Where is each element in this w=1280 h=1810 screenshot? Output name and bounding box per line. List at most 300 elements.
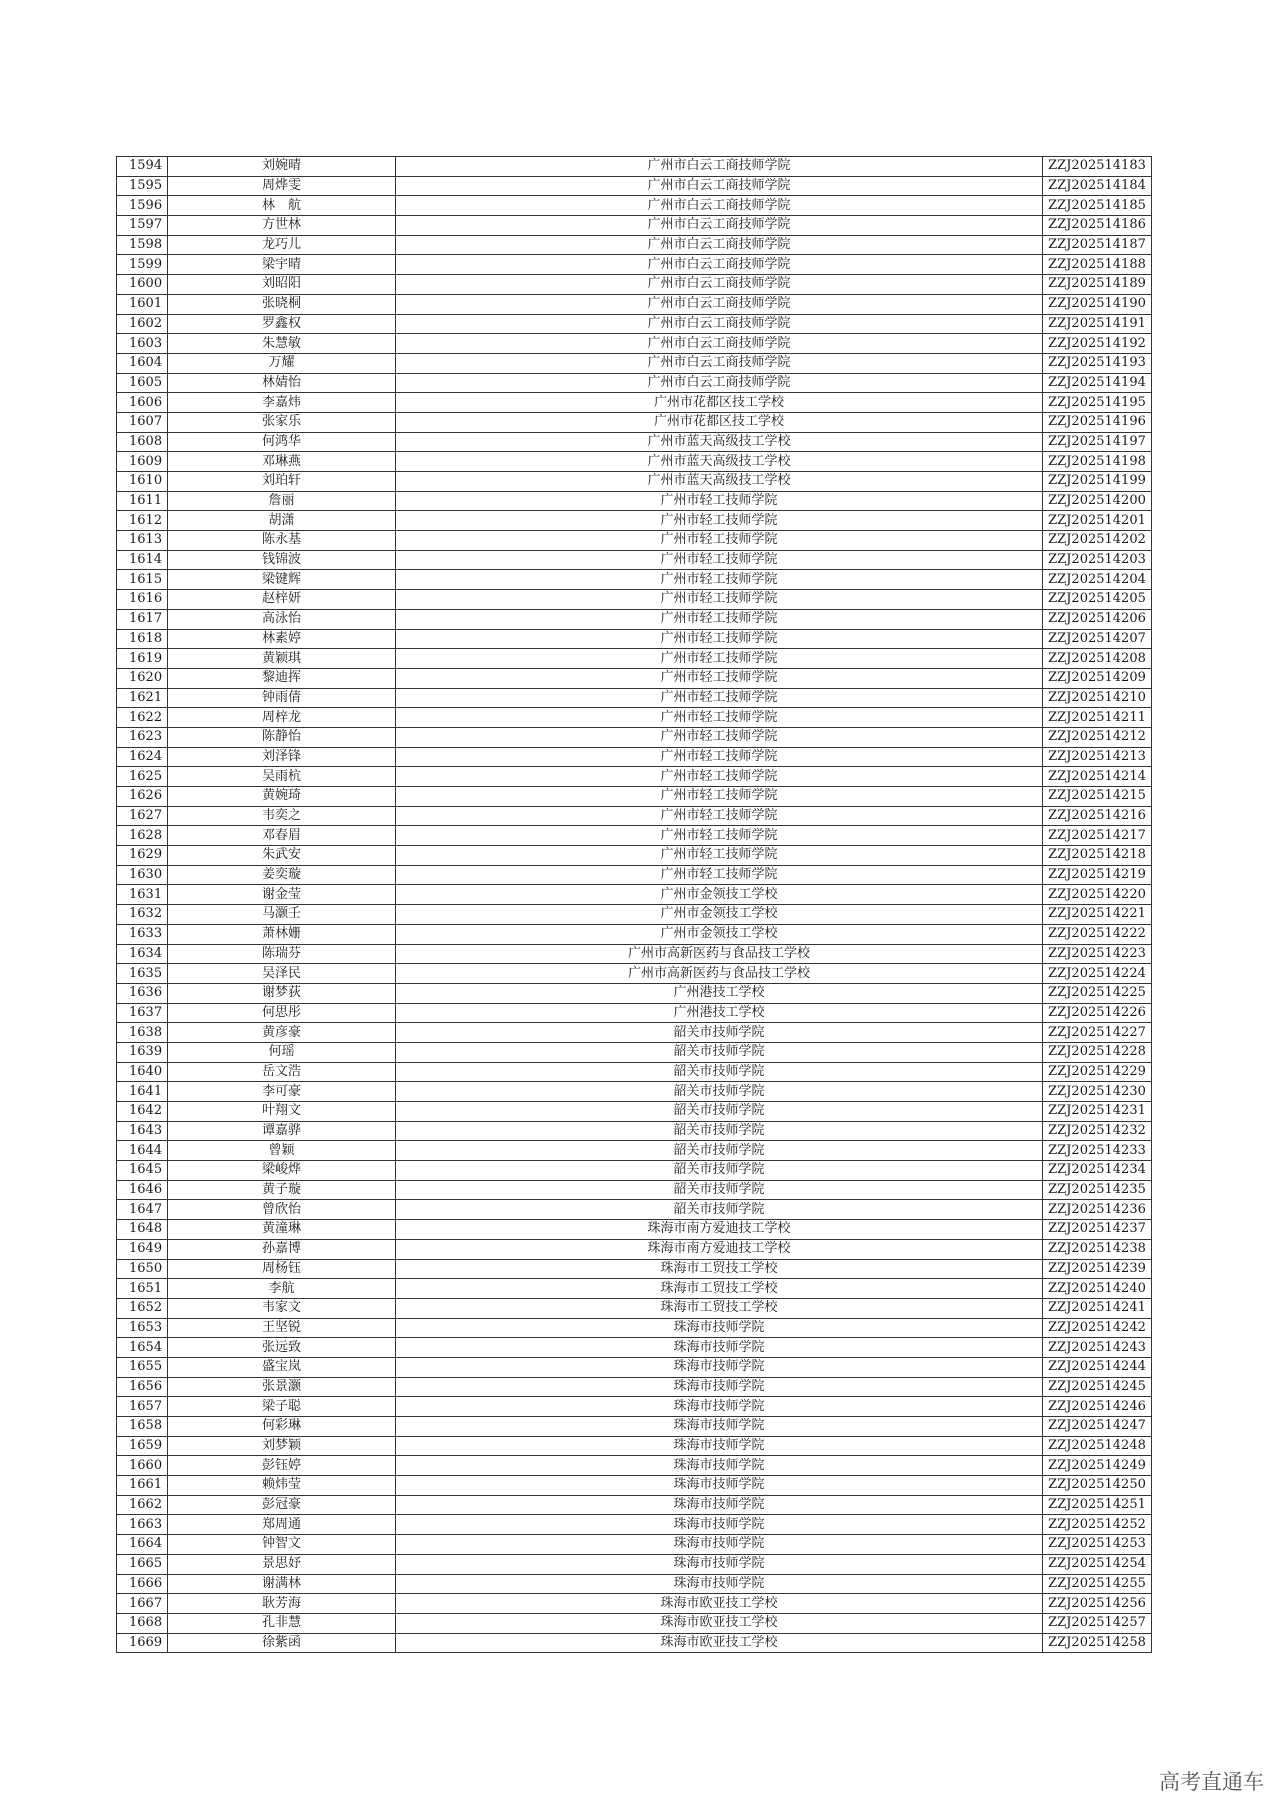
person-name: 张远致 — [168, 1338, 396, 1358]
person-name: 谢满林 — [168, 1574, 396, 1594]
school-name: 广州市白云工商技师学院 — [396, 196, 1043, 216]
table-row — [117, 806, 1152, 826]
row-number: 1641 — [117, 1082, 168, 1102]
row-number: 1663 — [117, 1515, 168, 1535]
certificate-id: ZZJ202514240 — [1043, 1279, 1152, 1299]
person-name: 林素婷 — [168, 629, 396, 649]
row-number: 1599 — [117, 255, 168, 275]
person-name: 萧林姗 — [168, 924, 396, 944]
table-row — [117, 1357, 1152, 1377]
row-number: 1601 — [117, 294, 168, 314]
table-row — [117, 767, 1152, 787]
table-row — [117, 531, 1152, 551]
certificate-id: ZZJ202514235 — [1043, 1180, 1152, 1200]
person-name: 孙嘉博 — [168, 1239, 396, 1259]
school-name: 广州市白云工商技师学院 — [396, 373, 1043, 393]
certificate-id: ZZJ202514251 — [1043, 1495, 1152, 1515]
school-name: 广州市轻工技师学院 — [396, 531, 1043, 551]
school-name: 广州市轻工技师学院 — [396, 826, 1043, 846]
row-number: 1669 — [117, 1633, 168, 1653]
row-number: 1631 — [117, 885, 168, 905]
person-name: 吴雨杭 — [168, 767, 396, 787]
table-row — [117, 609, 1152, 629]
certificate-id: ZZJ202514201 — [1043, 511, 1152, 531]
table-row — [117, 747, 1152, 767]
row-number: 1604 — [117, 353, 168, 373]
certificate-id: ZZJ202514215 — [1043, 787, 1152, 807]
school-name: 广州市轻工技师学院 — [396, 491, 1043, 511]
certificate-id: ZZJ202514229 — [1043, 1062, 1152, 1082]
person-name: 林婧怡 — [168, 373, 396, 393]
school-name: 珠海市欧亚技工学校 — [396, 1633, 1043, 1653]
person-name: 邓春眉 — [168, 826, 396, 846]
person-name: 黄潼琳 — [168, 1220, 396, 1240]
school-name: 珠海市欧亚技工学校 — [396, 1613, 1043, 1633]
school-name: 广州市白云工商技师学院 — [396, 157, 1043, 177]
row-number: 1665 — [117, 1554, 168, 1574]
table-row — [117, 432, 1152, 452]
school-name: 广州市轻工技师学院 — [396, 747, 1043, 767]
person-name: 李航 — [168, 1279, 396, 1299]
school-name: 广州市轻工技师学院 — [396, 787, 1043, 807]
school-name: 珠海市工贸技工学校 — [396, 1298, 1043, 1318]
school-name: 珠海市技师学院 — [396, 1554, 1043, 1574]
table-row — [117, 629, 1152, 649]
school-name: 广州市轻工技师学院 — [396, 609, 1043, 629]
certificate-id: ZZJ202514196 — [1043, 412, 1152, 432]
person-name: 黄彦豪 — [168, 1023, 396, 1043]
certificate-id: ZZJ202514257 — [1043, 1613, 1152, 1633]
school-name: 珠海市技师学院 — [396, 1377, 1043, 1397]
table-row — [117, 353, 1152, 373]
person-name: 谢梦荻 — [168, 983, 396, 1003]
school-name: 广州市高新医药与食品技工学校 — [396, 944, 1043, 964]
person-name: 黄颖琪 — [168, 649, 396, 669]
school-name: 广州市轻工技师学院 — [396, 649, 1043, 669]
school-name: 广州市轻工技师学院 — [396, 570, 1043, 590]
person-name: 胡潇 — [168, 511, 396, 531]
person-name: 钟智文 — [168, 1535, 396, 1555]
school-name: 广州市轻工技师学院 — [396, 806, 1043, 826]
person-name: 赵梓妍 — [168, 590, 396, 610]
table-row — [117, 1377, 1152, 1397]
school-name: 韶关市技师学院 — [396, 1082, 1043, 1102]
person-name: 梁键辉 — [168, 570, 396, 590]
certificate-id: ZZJ202514253 — [1043, 1535, 1152, 1555]
school-name: 广州市白云工商技师学院 — [396, 255, 1043, 275]
school-name: 珠海市工贸技工学校 — [396, 1279, 1043, 1299]
row-number: 1606 — [117, 393, 168, 413]
school-name: 韶关市技师学院 — [396, 1161, 1043, 1181]
person-name: 梁峻烨 — [168, 1161, 396, 1181]
table-row — [117, 334, 1152, 354]
row-number: 1629 — [117, 846, 168, 866]
certificate-id: ZZJ202514185 — [1043, 196, 1152, 216]
person-name: 朱武安 — [168, 846, 396, 866]
table-row — [117, 1633, 1152, 1653]
school-name: 珠海市技师学院 — [396, 1456, 1043, 1476]
table-row — [117, 1279, 1152, 1299]
certificate-id: ZZJ202514212 — [1043, 727, 1152, 747]
table-row — [117, 983, 1152, 1003]
row-number: 1661 — [117, 1476, 168, 1496]
row-number: 1643 — [117, 1121, 168, 1141]
row-number: 1602 — [117, 314, 168, 334]
school-name: 广州市蓝天高级技工学校 — [396, 452, 1043, 472]
table-row — [117, 924, 1152, 944]
row-number: 1644 — [117, 1141, 168, 1161]
school-name: 珠海市技师学院 — [396, 1476, 1043, 1496]
row-number: 1624 — [117, 747, 168, 767]
person-name: 高泳怡 — [168, 609, 396, 629]
certificate-id: ZZJ202514202 — [1043, 531, 1152, 551]
row-number: 1625 — [117, 767, 168, 787]
row-number: 1646 — [117, 1180, 168, 1200]
table-row — [117, 885, 1152, 905]
certificate-id: ZZJ202514224 — [1043, 964, 1152, 984]
certificate-id: ZZJ202514226 — [1043, 1003, 1152, 1023]
certificate-id: ZZJ202514184 — [1043, 176, 1152, 196]
school-name: 广州市白云工商技师学院 — [396, 353, 1043, 373]
table-row — [117, 157, 1152, 177]
table-row — [117, 216, 1152, 236]
certificate-id: ZZJ202514254 — [1043, 1554, 1152, 1574]
person-name: 詹丽 — [168, 491, 396, 511]
certificate-id: ZZJ202514219 — [1043, 865, 1152, 885]
person-name: 景思妤 — [168, 1554, 396, 1574]
row-number: 1609 — [117, 452, 168, 472]
school-name: 珠海市技师学院 — [396, 1417, 1043, 1437]
certificate-id: ZZJ202514203 — [1043, 550, 1152, 570]
school-name: 珠海市南方爱迪技工学校 — [396, 1220, 1043, 1240]
person-name: 耿芳海 — [168, 1594, 396, 1614]
school-name: 广州市轻工技师学院 — [396, 668, 1043, 688]
school-name: 珠海市技师学院 — [396, 1535, 1043, 1555]
person-name: 钱锦波 — [168, 550, 396, 570]
row-number: 1598 — [117, 235, 168, 255]
table-row — [117, 255, 1152, 275]
row-number: 1642 — [117, 1102, 168, 1122]
row-number: 1594 — [117, 157, 168, 177]
certificate-id: ZZJ202514211 — [1043, 708, 1152, 728]
row-number: 1596 — [117, 196, 168, 216]
row-number: 1658 — [117, 1417, 168, 1437]
school-name: 珠海市技师学院 — [396, 1495, 1043, 1515]
person-name: 曾欣怡 — [168, 1200, 396, 1220]
school-name: 广州市白云工商技师学院 — [396, 275, 1043, 295]
table-row — [117, 314, 1152, 334]
certificate-id: ZZJ202514195 — [1043, 393, 1152, 413]
person-name: 黄子璇 — [168, 1180, 396, 1200]
row-number: 1603 — [117, 334, 168, 354]
school-name: 广州市轻工技师学院 — [396, 846, 1043, 866]
roster-body — [117, 157, 1152, 1653]
person-name: 何思彤 — [168, 1003, 396, 1023]
table-row — [117, 727, 1152, 747]
school-name: 广州港技工学校 — [396, 1003, 1043, 1023]
person-name: 叶翔文 — [168, 1102, 396, 1122]
table-row — [117, 708, 1152, 728]
table-row — [117, 1515, 1152, 1535]
person-name: 盛宝岚 — [168, 1357, 396, 1377]
table-row — [117, 176, 1152, 196]
certificate-id: ZZJ202514241 — [1043, 1298, 1152, 1318]
person-name: 张景灏 — [168, 1377, 396, 1397]
table-row — [117, 1003, 1152, 1023]
row-number: 1636 — [117, 983, 168, 1003]
table-row — [117, 668, 1152, 688]
person-name: 张晓桐 — [168, 294, 396, 314]
row-number: 1660 — [117, 1456, 168, 1476]
person-name: 陈静怡 — [168, 727, 396, 747]
school-name: 珠海市技师学院 — [396, 1574, 1043, 1594]
person-name: 王坚锐 — [168, 1318, 396, 1338]
school-name: 珠海市技师学院 — [396, 1357, 1043, 1377]
person-name: 黄婉琦 — [168, 787, 396, 807]
certificate-id: ZZJ202514197 — [1043, 432, 1152, 452]
certificate-id: ZZJ202514191 — [1043, 314, 1152, 334]
table-row — [117, 412, 1152, 432]
school-name: 广州市白云工商技师学院 — [396, 216, 1043, 236]
person-name: 李可豪 — [168, 1082, 396, 1102]
row-number: 1648 — [117, 1220, 168, 1240]
row-number: 1630 — [117, 865, 168, 885]
person-name: 何鸿华 — [168, 432, 396, 452]
person-name: 郑周通 — [168, 1515, 396, 1535]
row-number: 1667 — [117, 1594, 168, 1614]
certificate-id: ZZJ202514204 — [1043, 570, 1152, 590]
certificate-id: ZZJ202514198 — [1043, 452, 1152, 472]
row-number: 1628 — [117, 826, 168, 846]
school-name: 韶关市技师学院 — [396, 1102, 1043, 1122]
certificate-id: ZZJ202514192 — [1043, 334, 1152, 354]
school-name: 韶关市技师学院 — [396, 1200, 1043, 1220]
person-name: 孔非慧 — [168, 1613, 396, 1633]
row-number: 1611 — [117, 491, 168, 511]
person-name: 刘昭阳 — [168, 275, 396, 295]
certificate-id: ZZJ202514206 — [1043, 609, 1152, 629]
table-row — [117, 1298, 1152, 1318]
table-row — [117, 373, 1152, 393]
row-number: 1638 — [117, 1023, 168, 1043]
certificate-id: ZZJ202514213 — [1043, 747, 1152, 767]
table-row — [117, 1062, 1152, 1082]
table-row — [117, 649, 1152, 669]
row-number: 1622 — [117, 708, 168, 728]
certificate-id: ZZJ202514222 — [1043, 924, 1152, 944]
school-name: 韶关市技师学院 — [396, 1121, 1043, 1141]
school-name: 广州市蓝天高级技工学校 — [396, 472, 1043, 492]
row-number: 1597 — [117, 216, 168, 236]
table-row — [117, 294, 1152, 314]
table-row — [117, 472, 1152, 492]
certificate-id: ZZJ202514231 — [1043, 1102, 1152, 1122]
table-row — [117, 1554, 1152, 1574]
school-name: 韶关市技师学院 — [396, 1141, 1043, 1161]
certificate-id: ZZJ202514199 — [1043, 472, 1152, 492]
school-name: 广州市高新医药与食品技工学校 — [396, 964, 1043, 984]
table-row — [117, 826, 1152, 846]
certificate-id: ZZJ202514183 — [1043, 157, 1152, 177]
school-name: 广州市花都区技工学校 — [396, 393, 1043, 413]
school-name: 广州市轻工技师学院 — [396, 550, 1043, 570]
table-row — [117, 1102, 1152, 1122]
table-row — [117, 1220, 1152, 1240]
person-name: 姜奕璇 — [168, 865, 396, 885]
row-number: 1647 — [117, 1200, 168, 1220]
certificate-id: ZZJ202514200 — [1043, 491, 1152, 511]
certificate-id: ZZJ202514186 — [1043, 216, 1152, 236]
school-name: 珠海市南方爱迪技工学校 — [396, 1239, 1043, 1259]
school-name: 韶关市技师学院 — [396, 1042, 1043, 1062]
person-name: 韦家文 — [168, 1298, 396, 1318]
row-number: 1607 — [117, 412, 168, 432]
person-name: 刘珀轩 — [168, 472, 396, 492]
certificate-id: ZZJ202514210 — [1043, 688, 1152, 708]
table-row — [117, 550, 1152, 570]
table-row — [117, 1239, 1152, 1259]
row-number: 1662 — [117, 1495, 168, 1515]
certificate-id: ZZJ202514228 — [1043, 1042, 1152, 1062]
table-row — [117, 944, 1152, 964]
certificate-id: ZZJ202514205 — [1043, 590, 1152, 610]
row-number: 1618 — [117, 629, 168, 649]
certificate-id: ZZJ202514234 — [1043, 1161, 1152, 1181]
school-name: 广州市轻工技师学院 — [396, 688, 1043, 708]
table-row — [117, 511, 1152, 531]
person-name: 曾颖 — [168, 1141, 396, 1161]
person-name: 梁宇晴 — [168, 255, 396, 275]
school-name: 珠海市欧亚技工学校 — [396, 1594, 1043, 1614]
table-row — [117, 1200, 1152, 1220]
person-name: 韦奕之 — [168, 806, 396, 826]
certificate-id: ZZJ202514225 — [1043, 983, 1152, 1003]
table-row — [117, 1338, 1152, 1358]
row-number: 1616 — [117, 590, 168, 610]
table-row — [117, 1161, 1152, 1181]
table-row — [117, 905, 1152, 925]
certificate-id: ZZJ202514193 — [1043, 353, 1152, 373]
school-name: 广州市金领技工学校 — [396, 885, 1043, 905]
certificate-id: ZZJ202514239 — [1043, 1259, 1152, 1279]
school-name: 珠海市技师学院 — [396, 1397, 1043, 1417]
school-name: 广州市轻工技师学院 — [396, 727, 1043, 747]
watermark-text: 高考直通车 — [1159, 1770, 1264, 1794]
row-number: 1650 — [117, 1259, 168, 1279]
school-name: 广州市蓝天高级技工学校 — [396, 432, 1043, 452]
certificate-id: ZZJ202514250 — [1043, 1476, 1152, 1496]
table-row — [117, 1613, 1152, 1633]
school-name: 广州市白云工商技师学院 — [396, 334, 1043, 354]
certificate-id: ZZJ202514208 — [1043, 649, 1152, 669]
table-row — [117, 846, 1152, 866]
school-name: 广州市白云工商技师学院 — [396, 294, 1043, 314]
table-row — [117, 393, 1152, 413]
certificate-id: ZZJ202514194 — [1043, 373, 1152, 393]
person-name: 陈永基 — [168, 531, 396, 551]
person-name: 陈瑞芬 — [168, 944, 396, 964]
certificate-id: ZZJ202514218 — [1043, 846, 1152, 866]
certificate-id: ZZJ202514238 — [1043, 1239, 1152, 1259]
certificate-id: ZZJ202514246 — [1043, 1397, 1152, 1417]
school-name: 广州市花都区技工学校 — [396, 412, 1043, 432]
table-row — [117, 1141, 1152, 1161]
person-name: 周杨钰 — [168, 1259, 396, 1279]
person-name: 谭嘉骅 — [168, 1121, 396, 1141]
person-name: 李嘉炜 — [168, 393, 396, 413]
table-row — [117, 196, 1152, 216]
certificate-id: ZZJ202514216 — [1043, 806, 1152, 826]
row-number: 1664 — [117, 1535, 168, 1555]
table-row — [117, 1574, 1152, 1594]
certificate-id: ZZJ202514227 — [1043, 1023, 1152, 1043]
school-name: 广州市轻工技师学院 — [396, 629, 1043, 649]
row-number: 1621 — [117, 688, 168, 708]
school-name: 广州市轻工技师学院 — [396, 590, 1043, 610]
table-row — [117, 1476, 1152, 1496]
table-row — [117, 1436, 1152, 1456]
row-number: 1617 — [117, 609, 168, 629]
person-name: 邓琳燕 — [168, 452, 396, 472]
table-row — [117, 1456, 1152, 1476]
row-number: 1651 — [117, 1279, 168, 1299]
certificate-id: ZZJ202514188 — [1043, 255, 1152, 275]
row-number: 1649 — [117, 1239, 168, 1259]
row-number: 1633 — [117, 924, 168, 944]
certificate-id: ZZJ202514232 — [1043, 1121, 1152, 1141]
row-number: 1595 — [117, 176, 168, 196]
certificate-id: ZZJ202514237 — [1043, 1220, 1152, 1240]
row-number: 1656 — [117, 1377, 168, 1397]
school-name: 珠海市工贸技工学校 — [396, 1259, 1043, 1279]
certificate-id: ZZJ202514244 — [1043, 1357, 1152, 1377]
school-name: 韶关市技师学院 — [396, 1062, 1043, 1082]
certificate-id: ZZJ202514252 — [1043, 1515, 1152, 1535]
person-name: 刘泽锋 — [168, 747, 396, 767]
row-number: 1666 — [117, 1574, 168, 1594]
table-row — [117, 964, 1152, 984]
row-number: 1632 — [117, 905, 168, 925]
certificate-id: ZZJ202514221 — [1043, 905, 1152, 925]
person-name: 张家乐 — [168, 412, 396, 432]
person-name: 梁子聪 — [168, 1397, 396, 1417]
table-row — [117, 1535, 1152, 1555]
school-name: 珠海市技师学院 — [396, 1338, 1043, 1358]
row-number: 1613 — [117, 531, 168, 551]
school-name: 珠海市技师学院 — [396, 1515, 1043, 1535]
row-number: 1655 — [117, 1357, 168, 1377]
table-row — [117, 1121, 1152, 1141]
person-name: 方世林 — [168, 216, 396, 236]
table-row — [117, 1318, 1152, 1338]
school-name: 广州市轻工技师学院 — [396, 708, 1043, 728]
roster-table — [116, 156, 1152, 1653]
certificate-id: ZZJ202514220 — [1043, 885, 1152, 905]
school-name: 广州市轻工技师学院 — [396, 767, 1043, 787]
certificate-id: ZZJ202514233 — [1043, 1141, 1152, 1161]
certificate-id: ZZJ202514217 — [1043, 826, 1152, 846]
person-name: 林 航 — [168, 196, 396, 216]
row-number: 1608 — [117, 432, 168, 452]
table-row — [117, 1180, 1152, 1200]
row-number: 1654 — [117, 1338, 168, 1358]
certificate-id: ZZJ202514249 — [1043, 1456, 1152, 1476]
certificate-id: ZZJ202514258 — [1043, 1633, 1152, 1653]
person-name: 朱慧敏 — [168, 334, 396, 354]
table-row — [117, 1082, 1152, 1102]
table-row — [117, 491, 1152, 511]
school-name: 广州市轻工技师学院 — [396, 865, 1043, 885]
